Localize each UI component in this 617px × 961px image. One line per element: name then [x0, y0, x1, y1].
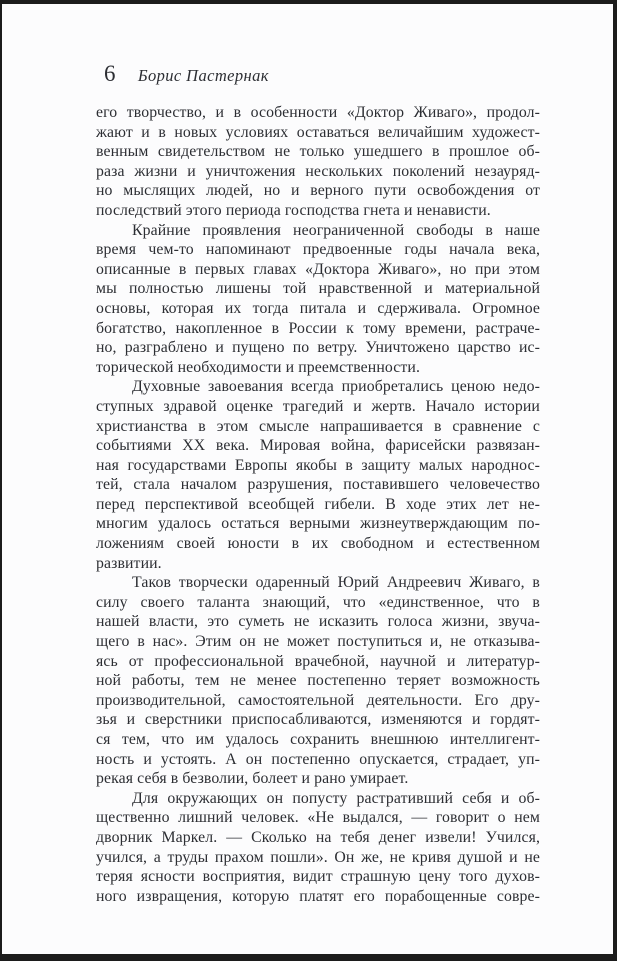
text-line-p2-l4: мы полностью лишены той нравственной и материальной [96, 280, 540, 298]
scan-border-top [0, 0, 617, 4]
text-line-p5-l6: ного извращения, которую платят его порабощенные совре- [96, 887, 540, 905]
text-line-p4-l6: ной работы, тем не менее постепенно теряет возможность [96, 672, 540, 690]
text-line-p3-l7: перед перспективой всеобщей гибели. В ходе этих лет не- [96, 495, 540, 513]
text-line-p2-l7: но, разграблено и пущено по ветру. Уничтожено царство ис- [96, 339, 540, 357]
scan-border-right [613, 0, 617, 961]
scan-border-bottom [0, 954, 617, 961]
text-line-p3-l5: ная государствами Европы якобы в защиту малых народнос- [96, 456, 540, 474]
text-line-p2-l1: Крайние проявления неограниченной свободы в наше [132, 221, 540, 239]
text-line-p3-l1: Духовные завоевания всегда приобретались ценою недо- [132, 378, 540, 396]
text-line-p3-l10: развитии. [96, 554, 162, 572]
scan-border-left [0, 0, 2, 961]
text-line-p1-l1: его творчество, и в особенности «Доктор Живаго», продол- [96, 104, 540, 121]
text-line-p4-l3: нашей власти, это суметь не исказить голоса жизни, звуча- [96, 613, 540, 631]
text-line-p1-l4: раза жизни и уничтожения нескольких поколений незауряд- [96, 162, 540, 180]
text-line-p4-l7: производительной, самостоятельной деятельности. Его дру- [96, 691, 540, 709]
text-line-p4-l9: ся тем, что им удалось сохранить внешнюю интеллигент- [96, 731, 540, 748]
text-line-p4-l2: силу своего таланта знающий, что «единственное, что в [96, 593, 540, 611]
text-line-p5-l3: дворник Маркел. — Сколько на тебя денег извели! Учился, [96, 828, 540, 846]
text-line-p5-l1: Для окружающих он попусту растративший себя и об- [132, 789, 540, 807]
text-line-p2-l8: торической необходимости и преемственности. [96, 358, 421, 376]
text-line-p2-l2: время чем-то напоминают предвоенные годы начала века, [96, 241, 540, 259]
text-line-p4-l11: рекая себя в безволии, болеет и рано умирает. [96, 770, 409, 788]
text-line-p5-l5: теряя ясности восприятия, видит страшную цену того духов- [96, 868, 540, 886]
text-line-p1-l3: венным свидетельством не только ушедшего в прошлое об- [96, 143, 540, 161]
text-line-p1-l5: но мыслящих людей, но и верного пути освобождения от [96, 182, 540, 200]
text-line-p3-l3: христианства в этом смысле напрашивается в сравнение с [96, 417, 540, 435]
text-line-p1-l6: последствий этого периода господства гнета и ненависти. [96, 201, 491, 219]
text-line-p4-l5: ясь от профессиональной врачебной, научной и литератур- [96, 652, 540, 670]
text-line-p3-l2: ступных здравой оценке трагедий и жертв. Начало истории [96, 397, 540, 415]
text-line-p4-l8: зья и сверстники приспосабливаются, изменяются и гордят- [96, 711, 540, 729]
text-line-p4-l10: ность и устоять. А он постепенно опускается, страдает, уп- [96, 750, 540, 768]
text-line-p2-l6: богатство, накопленное в России к тому времени, растраче- [96, 319, 540, 337]
text-line-p3-l8: многим удалось остаться верными жизнеутверждающим по- [96, 515, 540, 533]
text-line-p3-l4: событиями XX века. Мировая война, фарисейски развязан- [96, 437, 540, 455]
text-line-p3-l6: тей, стала началом разрушения, поставившего человечество [96, 476, 540, 494]
running-header [104, 62, 269, 86]
page-number: 6 [104, 61, 116, 86]
text-line-p2-l5: основы, которая их тогда питала и сдерживала. Огромное [96, 299, 540, 317]
running-head-author: Борис Пастернак [137, 66, 269, 85]
text-line-p4-l1: Таков творчески одаренный Юрий Андреевич Живаго, в [132, 574, 540, 592]
text-line-p4-l4: щего в нас». Этим он не может поступиться и, не отказыва- [96, 633, 540, 651]
body-text [96, 103, 540, 906]
text-line-p1-l2: жают и в новых условиях оставаться величайшим художест- [96, 123, 540, 141]
text-line-p5-l2: щественно лишний человек. «Не выдался, — говорит о нем [96, 809, 540, 827]
text-line-p5-l4: учился, а труды прахом пошли». Он же, не кривя душой и не [96, 848, 540, 866]
text-line-p3-l9: ложениям своей юности в их свободном и естественном [96, 535, 540, 553]
text-line-p2-l3: описанные в первых главах «Доктора Живаго», но при этом [96, 260, 540, 278]
